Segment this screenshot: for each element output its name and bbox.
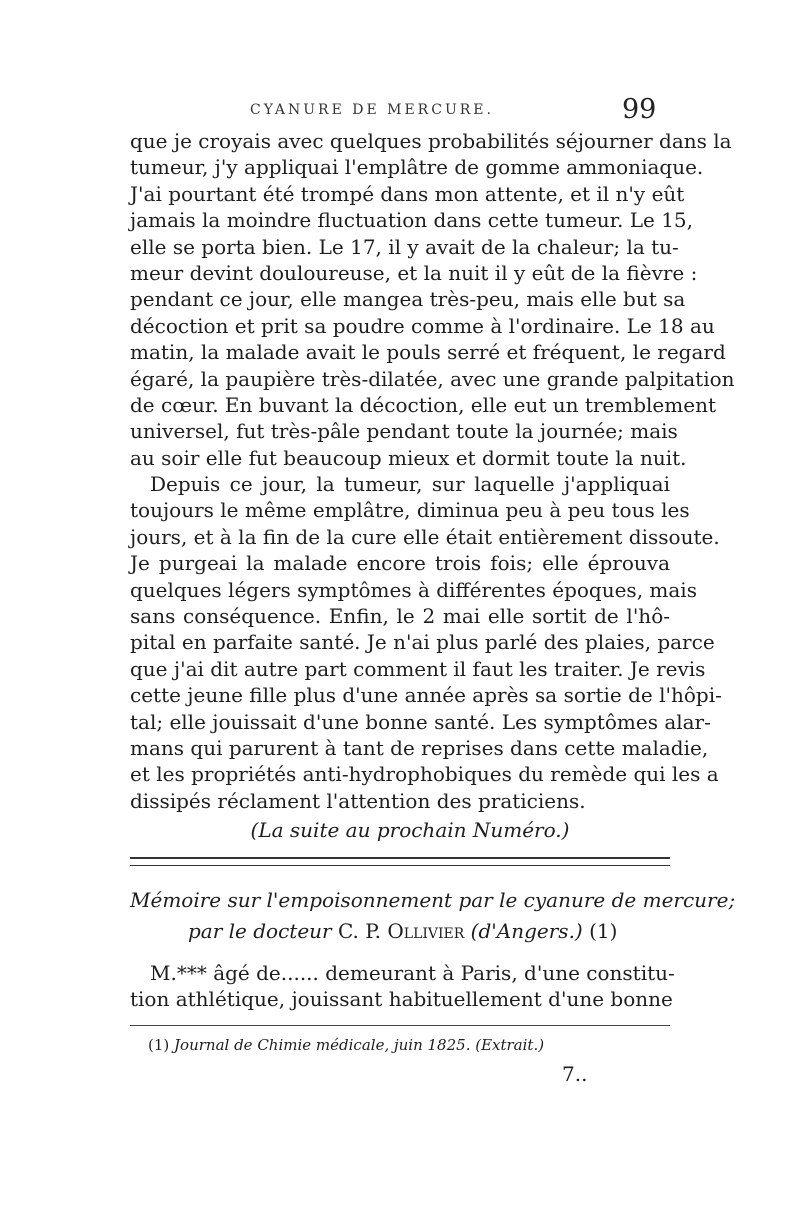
- paragraph-start-line: M.*** âgé de...... demeurant à Paris, d'une constitu-: [150, 961, 675, 985]
- memoir-title: Mémoire sur l'empoisonnement par le cyanure de mercure;: [130, 888, 736, 912]
- text-line: et les propriétés anti-hydrophobiques du remède qui les a: [130, 762, 719, 787]
- byline-prefix: par le docteur: [188, 919, 332, 943]
- text-line: tumeur, j'y appliquai l'emplâtre de gomme ammoniaque.: [130, 155, 704, 180]
- text-line: que je croyais avec quelques probabilités séjourner dans la: [130, 129, 732, 153]
- footnote-marker: (1): [148, 1036, 170, 1054]
- body-text: [130, 128, 735, 814]
- memoir-body: [130, 960, 675, 1013]
- text-line: au soir elle fut beaucoup mieux et dormit toute la nuit.: [130, 445, 687, 470]
- text-line: jamais la moindre fluctuation dans cette tumeur. Le 15,: [130, 208, 694, 233]
- text-line: Je purgeai la malade encore trois fois; elle éprouva: [130, 551, 670, 576]
- text-line: cette jeune fille plus d'une année après sa sortie de l'hôpi-: [130, 683, 722, 708]
- page-number: 99: [622, 94, 657, 125]
- memoir-heading: [130, 885, 736, 947]
- running-title: CYANURE DE MERCURE.: [250, 102, 494, 118]
- text-line: tal; elle jouissait d'une bonne santé. Les symptômes alar-: [130, 709, 711, 734]
- running-head: [0, 94, 800, 128]
- signature-mark: 7..: [562, 1062, 588, 1086]
- memoir-byline: [130, 916, 670, 947]
- text-line: que j'ai dit autre part comment il faut les traiter. Je revis: [130, 656, 706, 681]
- text-line: elle se porta bien. Le 17, il y avait de la chaleur; la tu-: [130, 234, 679, 259]
- text-line: jours, et à la fin de la cure elle était entièrement dissoute.: [130, 524, 720, 549]
- text-line: dissipés réclament l'attention des praticiens.: [130, 788, 586, 813]
- author-place: (d'Angers.): [470, 919, 583, 943]
- author-name: C. P. Ollivier: [337, 919, 465, 943]
- text-line: meur devint douloureuse, et la nuit il y eût de la fièvre :: [130, 260, 698, 285]
- text-line: toujours le même emplâtre, diminua peu à peu tous les: [130, 498, 690, 523]
- continuation-text: (La suite au prochain Numéro.): [250, 818, 570, 842]
- text-line: pendant ce jour, elle mangea très-peu, mais elle but sa: [130, 287, 686, 312]
- text-line: J'ai pourtant été trompé dans mon attente, et il n'y eût: [130, 181, 685, 206]
- text-line: sans conséquence. Enfin, le 2 mai elle sortit de l'hô-: [130, 604, 670, 629]
- footnote-reference: (1): [589, 919, 618, 943]
- section-rule-bottom: [130, 865, 670, 866]
- text-line: matin, la malade avait le pouls serré et fréquent, le regard: [130, 340, 726, 365]
- text-line: de cœur. En buvant la décoction, elle eut un tremblement: [130, 392, 716, 417]
- text-line: mans qui parurent à tant de reprises dans cette maladie,: [130, 735, 709, 760]
- section-rule-top: [130, 857, 670, 859]
- footnote-rule: [130, 1025, 670, 1026]
- footnote-text: Journal de Chimie médicale, juin 1825. (Extrait.): [174, 1036, 545, 1054]
- footnote: [148, 1036, 544, 1054]
- text-line: égaré, la paupière très-dilatée, avec une grande palpitation: [130, 366, 735, 391]
- text-line: universel, fut très-pâle pendant toute la journée; mais: [130, 419, 678, 444]
- text-line: décoction et prit sa poudre comme à l'ordinaire. Le 18 au: [130, 313, 715, 338]
- text-line: pital en parfaite santé. Je n'ai plus parlé des plaies, parce: [130, 630, 715, 655]
- continuation-note: [0, 818, 800, 842]
- text-line: quelques légers symptômes à différentes époques, mais: [130, 577, 697, 602]
- paragraph-start-line: Depuis ce jour, la tumeur, sur laquelle j'appliquai: [150, 472, 670, 497]
- text-line: tion athlétique, jouissant habituellement d'une bonne: [130, 987, 673, 1012]
